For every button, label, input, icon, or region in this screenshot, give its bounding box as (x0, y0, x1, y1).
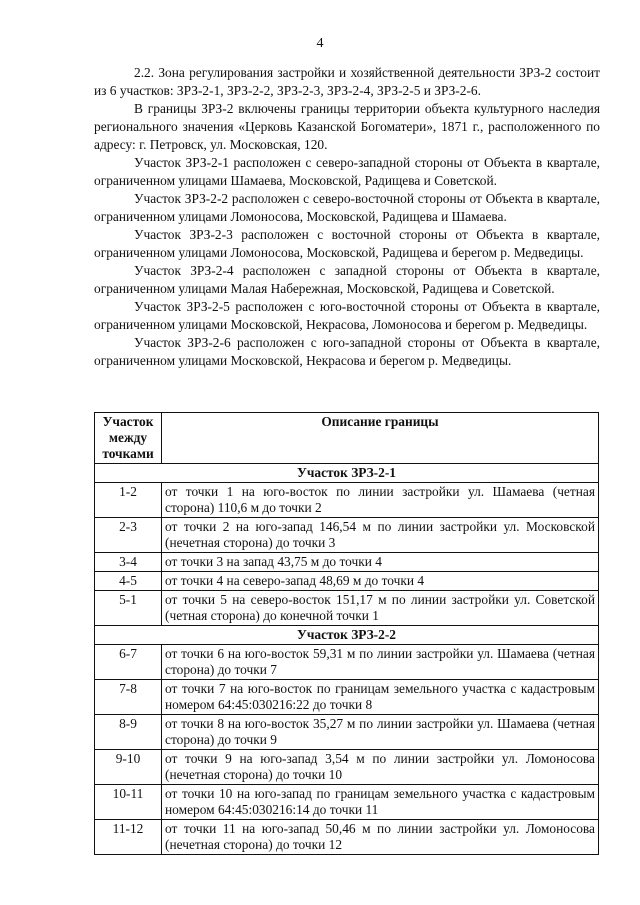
table-row (95, 750, 599, 785)
segment-description: от точки 6 на юго-восток 59,31 м по линии застройки ул. Шамаева (четная сторона) до точки 7 (162, 645, 599, 680)
segment-points: 1-2 (95, 483, 162, 518)
section-row (95, 464, 599, 483)
table-row (95, 820, 599, 855)
segment-description: от точки 8 на юго-восток 35,27 м по линии застройки ул. Шамаева (четная сторона) до точки 9 (162, 715, 599, 750)
segment-description: от точки 9 на юго-запад 3,54 м по линии застройки ул. Ломоносова (нечетная сторона) до точки 10 (162, 750, 599, 785)
segment-points: 11-12 (95, 820, 162, 855)
segment-points: 2-3 (95, 518, 162, 553)
page-number: 4 (316, 36, 324, 51)
segment-points: 7-8 (95, 680, 162, 715)
segment-description: от точки 1 на юго-восток по линии застройки ул. Шамаева (четная сторона) 110,6 м до точки 2 (162, 483, 599, 518)
table-row (95, 483, 599, 518)
header-points: Участок между точками (95, 413, 162, 464)
paragraph: Участок ЗРЗ-2-1 расположен с северо-западной стороны от Объекта в квартале, ограниченном улицами Шамаева, Московской, Радищева и Советской. (94, 155, 600, 188)
table-header-row (95, 413, 599, 464)
paragraph: Участок ЗРЗ-2-4 расположен с западной стороны от Объекта в квартале, ограниченном улицами Малая Набережная, Московской, Радищева и Советской. (94, 263, 600, 296)
paragraph: 2.2. Зона регулирования застройки и хозяйственной деятельности ЗРЗ-2 состоит из 6 участков: ЗРЗ-2-1, ЗРЗ-2-2, ЗРЗ-2-3, ЗРЗ-2-4, ЗРЗ-2-5 и ЗРЗ-2-6. (94, 65, 600, 98)
body-text (94, 64, 600, 370)
section-title: Участок ЗРЗ-2-2 (95, 626, 599, 645)
segment-description: от точки 7 на юго-восток по границам земельного участка с кадастровым номером 64:45:030216:22 до точки 8 (162, 680, 599, 715)
table-row (95, 645, 599, 680)
segment-description: от точки 10 на юго-запад по границам земельного участка с кадастровым номером 64:45:030216:14 до точки 11 (162, 785, 599, 820)
table-row (95, 553, 599, 572)
segment-description: от точки 5 на северо-восток 151,17 м по линии застройки ул. Советской (четная сторона) до конечной точки 1 (162, 591, 599, 626)
segment-description: от точки 4 на северо-запад 48,69 м до точки 4 (162, 572, 599, 591)
paragraph: В границы ЗРЗ-2 включены границы территории объекта культурного наследия регионального значения «Церковь Казанской Богоматери», 1871 г., расположенного по адресу: г. Петровск, ул. Московская, 120. (94, 101, 600, 152)
table-row (95, 591, 599, 626)
table-row (95, 715, 599, 750)
header-description: Описание границы (162, 413, 599, 464)
section-title: Участок ЗРЗ-2-1 (95, 464, 599, 483)
paragraph: Участок ЗРЗ-2-6 расположен с юго-западной стороны от Объекта в квартале, ограниченном улицами Московской, Некрасова и берегом р. Медведицы. (94, 335, 600, 368)
table-row (95, 572, 599, 591)
segment-points: 9-10 (95, 750, 162, 785)
segment-points: 4-5 (95, 572, 162, 591)
segment-points: 5-1 (95, 591, 162, 626)
table-row (95, 518, 599, 553)
segment-points: 3-4 (95, 553, 162, 572)
segment-points: 10-11 (95, 785, 162, 820)
paragraph: Участок ЗРЗ-2-2 расположен с северо-восточной стороны от Объекта в квартале, ограниченном улицами Ломоносова, Московской, Радищева и Шамаева. (94, 191, 600, 224)
paragraph: Участок ЗРЗ-2-3 расположен с восточной стороны от Объекта в квартале, ограниченном улицами Ломоносова, Московской, Радищева и берегом р. Медведицы. (94, 227, 600, 260)
table-row (95, 680, 599, 715)
paragraph: Участок ЗРЗ-2-5 расположен с юго-восточной стороны от Объекта в квартале, ограниченном улицами Московской, Некрасова, Ломоносова и берегом р. Медведицы. (94, 299, 600, 332)
section-row (95, 626, 599, 645)
segment-points: 8-9 (95, 715, 162, 750)
table-row (95, 785, 599, 820)
segment-points: 6-7 (95, 645, 162, 680)
segment-description: от точки 3 на запад 43,75 м до точки 4 (162, 553, 599, 572)
boundary-table (94, 412, 599, 855)
segment-description: от точки 2 на юго-запад 146,54 м по линии застройки ул. Московской (нечетная сторона) до точки 3 (162, 518, 599, 553)
segment-description: от точки 11 на юго-запад 50,46 м по линии застройки ул. Ломоносова (нечетная сторона) до точки 12 (162, 820, 599, 855)
